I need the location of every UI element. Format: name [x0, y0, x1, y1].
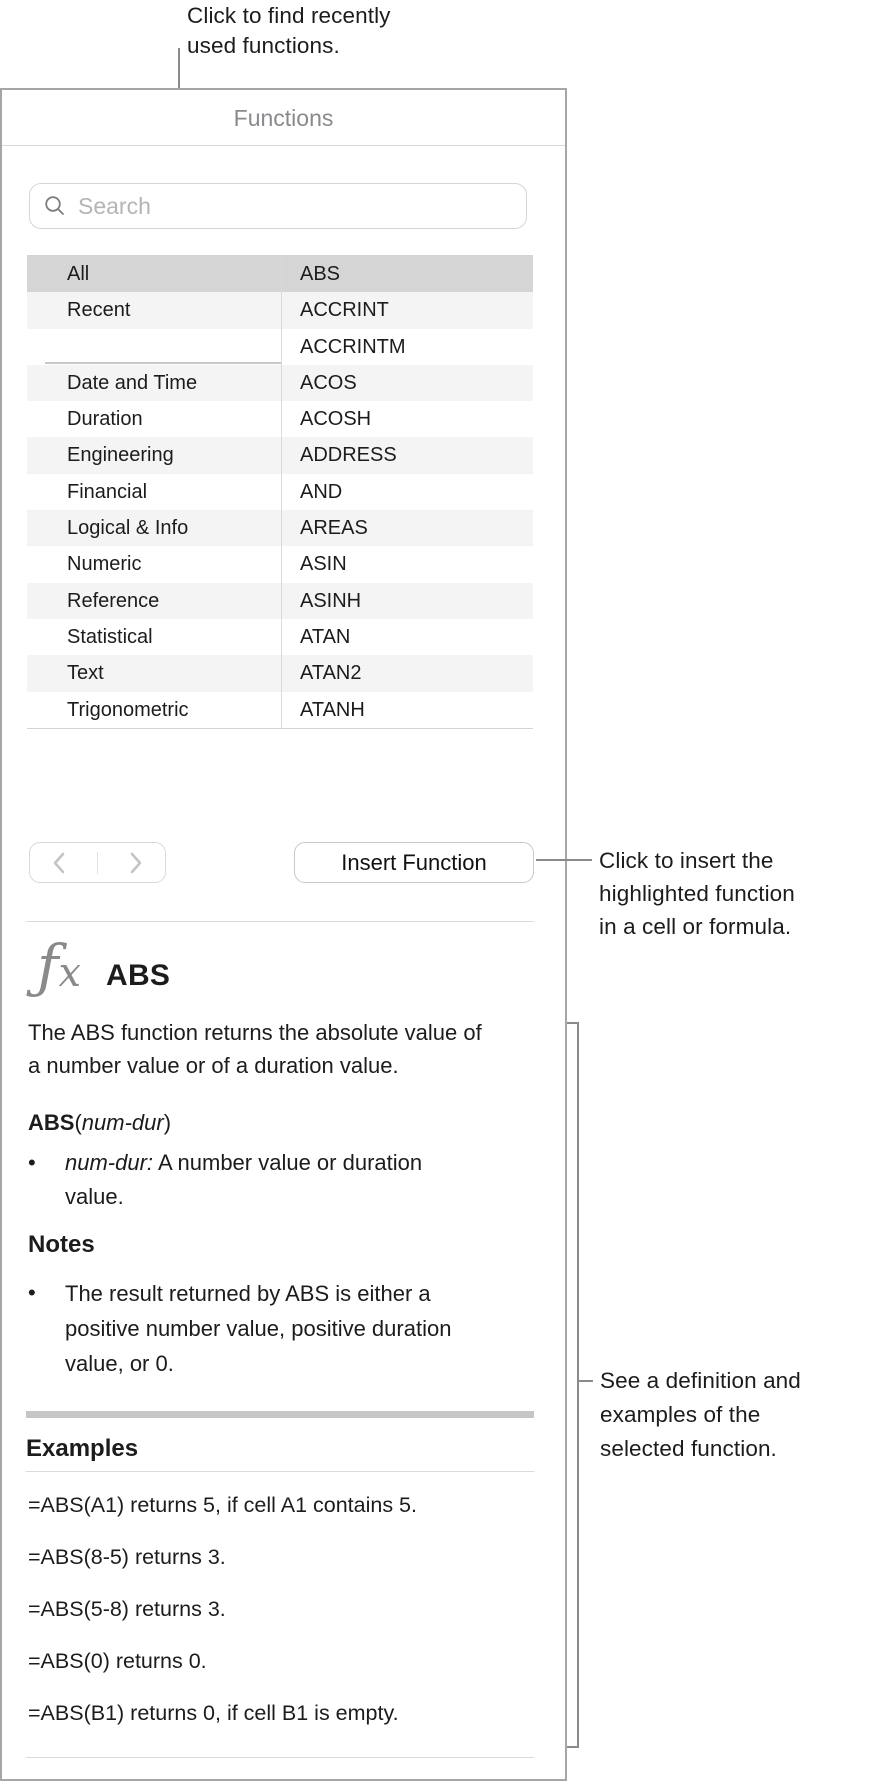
function-description: The ABS function returns the absolute value of a number value or of a duration value.	[28, 1020, 482, 1078]
category-separator	[27, 329, 281, 365]
list-row	[27, 474, 533, 510]
fx-icon: ƒx	[37, 932, 82, 1000]
note-text: The result returned by ABS is either a positive number value, positive duration value, or 0.	[65, 1281, 452, 1376]
search-icon	[44, 195, 66, 217]
callout-insert-line2: highlighted function	[599, 881, 795, 906]
function-item[interactable]: AREAS	[281, 510, 533, 546]
parameter-item	[28, 1146, 437, 1214]
category-item-duration[interactable]: Duration	[27, 401, 281, 437]
function-item[interactable]: ASIN	[281, 546, 533, 582]
callout-definition	[600, 1364, 801, 1466]
callout-recent	[187, 1, 391, 61]
examples-heading: Examples	[26, 1435, 139, 1462]
callout-insert-line1: Click to insert the	[599, 848, 774, 873]
insert-function-button[interactable]: Insert Function	[294, 842, 534, 883]
category-item-engineering[interactable]: Engineering	[27, 437, 281, 473]
category-item-all[interactable]: All	[27, 256, 281, 292]
function-item[interactable]: ATAN	[281, 619, 533, 655]
category-item-trigonometric[interactable]: Trigonometric	[27, 692, 281, 728]
examples-divider-bar	[26, 1411, 534, 1418]
examples-list	[28, 1494, 417, 1754]
bullet-icon: •	[28, 1150, 36, 1175]
panel-title: Functions	[2, 90, 565, 146]
insert-callout-line	[536, 859, 592, 861]
function-item[interactable]: ACOSH	[281, 401, 533, 437]
category-item-reference[interactable]: Reference	[27, 583, 281, 619]
list-row	[27, 256, 533, 292]
parameter-description: A number value or duration value.	[65, 1150, 423, 1209]
list-row	[27, 510, 533, 546]
function-item[interactable]: ADDRESS	[281, 437, 533, 473]
search-field[interactable]	[29, 183, 527, 229]
section-divider	[26, 921, 534, 922]
function-detail-title: ABS	[106, 959, 171, 992]
list-row	[27, 692, 533, 728]
search-input[interactable]	[78, 193, 526, 220]
definition-bracket-line	[577, 1022, 579, 1748]
list-row	[27, 583, 533, 619]
list-row	[27, 365, 533, 401]
parameter-name: num-dur:	[65, 1150, 154, 1175]
callout-recent-line1: Click to find recently	[187, 3, 391, 28]
category-item-statistical[interactable]: Statistical	[27, 619, 281, 655]
definition-bracket-top-tick	[567, 1022, 577, 1024]
category-item-text[interactable]: Text	[27, 655, 281, 691]
notes-heading: Notes	[28, 1231, 95, 1258]
definition-callout-line	[579, 1380, 593, 1382]
chevron-right-icon	[129, 851, 143, 875]
category-item-recent[interactable]: Recent	[27, 292, 281, 328]
category-item-logical-info[interactable]: Logical & Info	[27, 510, 281, 546]
list-row	[27, 546, 533, 582]
example-line: =ABS(B1) returns 0, if cell B1 is empty.	[28, 1701, 399, 1725]
note-item	[28, 1276, 485, 1381]
function-item[interactable]: ATANH	[281, 692, 533, 728]
callout-recent-line2: used functions.	[187, 33, 340, 58]
category-item-numeric[interactable]: Numeric	[27, 546, 281, 582]
function-item[interactable]: ASINH	[281, 583, 533, 619]
list-row	[27, 655, 533, 691]
function-item[interactable]: ACOS	[281, 365, 533, 401]
function-item[interactable]: AND	[281, 474, 533, 510]
examples-bottom-rule	[26, 1757, 534, 1758]
example-line: =ABS(0) returns 0.	[28, 1649, 207, 1673]
function-item[interactable]: ATAN2	[281, 655, 533, 691]
category-item-financial[interactable]: Financial	[27, 474, 281, 510]
bullet-icon: •	[28, 1280, 36, 1305]
callout-definition-line3: selected function.	[600, 1436, 777, 1461]
function-list	[27, 255, 533, 729]
list-row	[27, 437, 533, 473]
chevron-left-icon	[52, 851, 66, 875]
definition-bracket-bottom-tick	[567, 1746, 577, 1748]
list-row	[27, 329, 533, 365]
back-button[interactable]	[39, 843, 79, 882]
callout-definition-line2: examples of the	[600, 1402, 761, 1427]
callout-insert-line3: in a cell or formula.	[599, 914, 792, 939]
callout-insert	[599, 844, 795, 943]
nav-divider	[97, 852, 99, 874]
list-row	[27, 619, 533, 655]
examples-top-rule	[26, 1471, 534, 1472]
example-line: =ABS(8-5) returns 3.	[28, 1545, 226, 1569]
history-nav-group	[29, 842, 166, 883]
function-item-abs[interactable]: ABS	[281, 256, 533, 292]
list-row	[27, 401, 533, 437]
forward-button[interactable]	[116, 843, 156, 882]
function-signature: ABS(num-dur)	[28, 1110, 172, 1135]
functions-panel	[0, 88, 567, 1781]
callout-definition-line1: See a definition and	[600, 1368, 801, 1393]
function-item[interactable]: ACCRINTM	[281, 329, 533, 365]
category-item-date-time[interactable]: Date and Time	[27, 365, 281, 401]
example-line: =ABS(5-8) returns 3.	[28, 1597, 226, 1621]
function-item[interactable]: ACCRINT	[281, 292, 533, 328]
list-row	[27, 292, 533, 328]
example-line: =ABS(A1) returns 5, if cell A1 contains 5.	[28, 1493, 417, 1517]
